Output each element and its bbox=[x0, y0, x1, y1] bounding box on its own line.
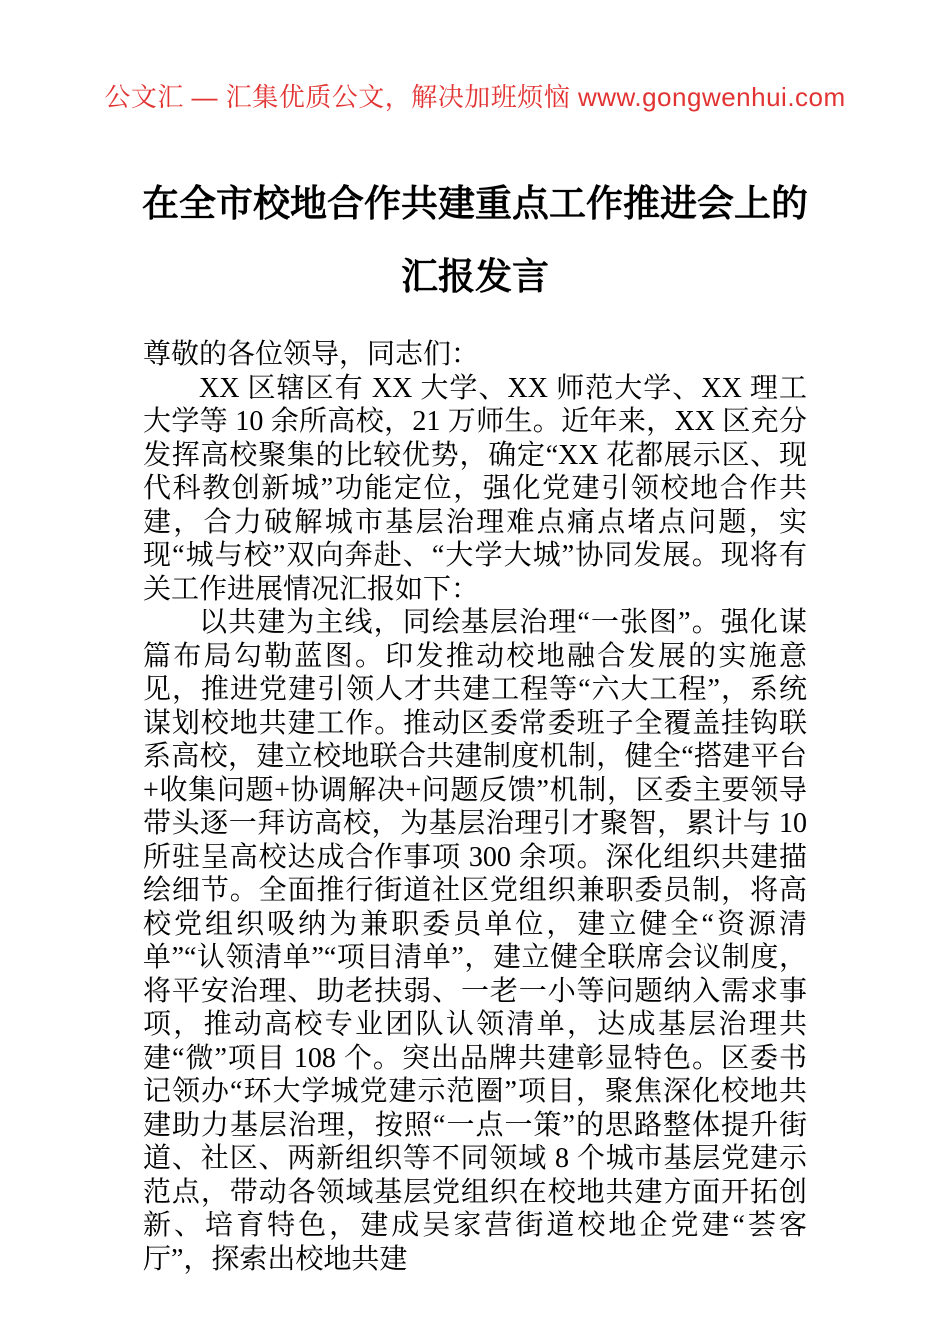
document-title bbox=[0, 168, 950, 314]
document-title-line-1: 在全市校地合作共建重点工作推进会上的 bbox=[142, 184, 808, 225]
paragraph: 以共建为主线，同绘基层治理“一张图”。强化谋篇布局勾勒蓝图。印发推动校地融合发展的实施意见，推进党建引领人才共建工程等“六大工程”，系统谋划校地共建工作。推动区委常委班子全覆盖挂钩联系高校，建立校地联合共建制度机制，健全“搭建平台+收集问题+协调解决+问题反馈”机制，区委主要领导带头逐一拜访高校，为基层治理引才聚智，累计与 10 所驻呈高校达成合作事项 300 余项。深化组织共建描绘细节。全面推行街道社区党组织兼职委员制，将高校党组织吸纳为兼职委员单位，建立健全“资源清单”“认领清单”“项目清单”，建立健全联席会议制度，将平安治理、助老扶弱、一老一小等问题纳入需求事项，推动高校专业团队认领清单，达成基层治理共建“微”项目 108 个。突出品牌共建彰显特色。区委书记领办“环大学城党建示范圈”项目，聚焦深化校地共建助力基层治理，按照“一点一策”的思路整体提升街道、社区、两新组织等不同领域 8 个城市基层党建示范点，带动各领域基层党组织在校地共建方面开拓创新、培育特色，建成吴家营街道校地企党建“荟客厅”，探索出校地共建 bbox=[143, 607, 807, 1275]
document-body bbox=[143, 338, 807, 1276]
site-watermark-header: 公文汇 — 汇集优质公文，解决加班烦恼 www.gongwenhui.com bbox=[104, 82, 846, 112]
paragraph: 尊敬的各位领导，同志们： bbox=[143, 339, 480, 370]
document-title-line-2: 汇报发言 bbox=[401, 257, 549, 298]
paragraph: XX 区辖区有 XX 大学、XX 师范大学、XX 理工大学等 10 余所高校，21 万师生。近年来，XX 区充分发挥高校聚集的比较优势，确定“XX 花都展示区、现代科教创新城”功能定位，强化党建引领校地合作共建，合力破解城市基层治理难点痛点堵点问题，实现“城与校”双向奔赴、“大学大城”协同发展。现将有关工作进展情况汇报如下： bbox=[143, 372, 807, 605]
